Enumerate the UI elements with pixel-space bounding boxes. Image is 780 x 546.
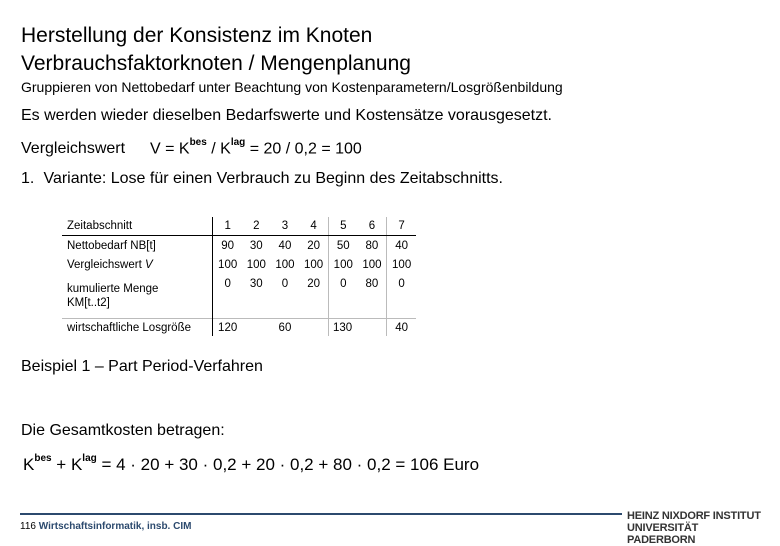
table-cell: 20	[307, 239, 320, 252]
institute-logo: HEINZ NIXDORF INSTITUT UNIVERSITÄT PADERBORN	[627, 510, 761, 546]
total-costs-label: Die Gesamtkosten betragen:	[21, 422, 225, 439]
table-cell: 0	[281, 278, 289, 290]
subtitle: Gruppieren von Nettobedarf unter Beachtung von Kostenparametern/Losgrößenbildung	[21, 79, 563, 95]
table-cell: 100	[246, 258, 266, 271]
table-cell: 100	[387, 255, 416, 274]
table-cell: 100	[218, 258, 238, 271]
table-cell: 90	[221, 239, 235, 252]
table-header-cell: 3	[271, 217, 300, 236]
table-cell: 100	[362, 258, 382, 271]
title-line-2: Verbrauchsfaktorknoten / Mengenplanung	[21, 52, 411, 75]
row-label: wirtschaftliche Losgröße	[62, 319, 213, 337]
table-cell: 80	[365, 239, 379, 252]
variant-number: 1.	[21, 170, 35, 187]
title-line-1: Herstellung der Konsistenz im Knoten	[21, 24, 373, 47]
table-cell: 0	[387, 274, 416, 319]
table-header-row	[62, 217, 416, 236]
table-cell: 50	[328, 236, 357, 256]
table-row	[62, 274, 416, 319]
table-header-cell: 2	[242, 217, 271, 236]
table-cell: 120	[213, 319, 242, 337]
total-costs-formula: $K^{bes} + K^{lag} = 4 \cdot 20 + 30 \cdot 0,2 + 20 \cdot 0,2 + 80 \cdot 0,2 = 106$ Euro	[23, 453, 480, 474]
footer	[20, 521, 191, 532]
lot-size-table	[62, 217, 416, 336]
table-header-cell: Zeitabschnitt	[62, 217, 213, 236]
table-cell: 40	[387, 319, 416, 337]
row-label: Vergleichswert V	[62, 255, 213, 274]
table-cell: 100	[304, 258, 324, 271]
table-cell: 100	[275, 258, 295, 271]
table-cell: 80	[365, 278, 379, 290]
table-header-cell: 4	[299, 217, 328, 236]
table-cell: 30	[249, 278, 263, 290]
intro-text: Es werden wieder dieselben Bedarfswerte und Kostensätze vorausgesetzt.	[21, 107, 552, 124]
row-label: kumulierte Menge KM[t..t2]	[62, 274, 213, 319]
table-cell: 20	[307, 278, 320, 290]
example-heading: Beispiel 1 – Part Period-Verfahren	[21, 358, 263, 375]
table-cell: 40	[387, 236, 416, 256]
table-header-cell: 6	[358, 217, 387, 236]
table-cell: 60	[242, 319, 328, 337]
vergleichswert-label: Vergleichswert	[21, 140, 126, 157]
vergleichswert-formula: $V = K^{bes} / K^{lag} = 20 / 0,2 = 100$	[150, 137, 362, 158]
table-cell: 0	[328, 274, 357, 319]
row-label: Nettobedarf NB[t]	[62, 236, 213, 256]
table-row	[62, 236, 416, 256]
table-header-cell: 1	[213, 217, 242, 236]
table-cell: 130	[328, 319, 386, 337]
variant-text: Variante: Lose für einen Verbrauch zu Beginn des Zeitabschnitts.	[43, 170, 503, 187]
slide-title	[21, 22, 411, 78]
table-cell: 0	[224, 278, 231, 290]
table-row	[62, 255, 416, 274]
table-header-cell: 5	[328, 217, 357, 236]
page-number: 116	[20, 521, 36, 532]
table-cell: 30	[249, 239, 263, 252]
table-cell: 100	[328, 255, 357, 274]
variant-item	[21, 170, 503, 188]
table-header-cell: 7	[387, 217, 416, 236]
table-cell: 40	[278, 239, 292, 252]
footer-divider	[20, 513, 622, 515]
table-row	[62, 319, 416, 337]
footer-text: Wirtschaftsinformatik, insb. CIM	[38, 521, 192, 532]
